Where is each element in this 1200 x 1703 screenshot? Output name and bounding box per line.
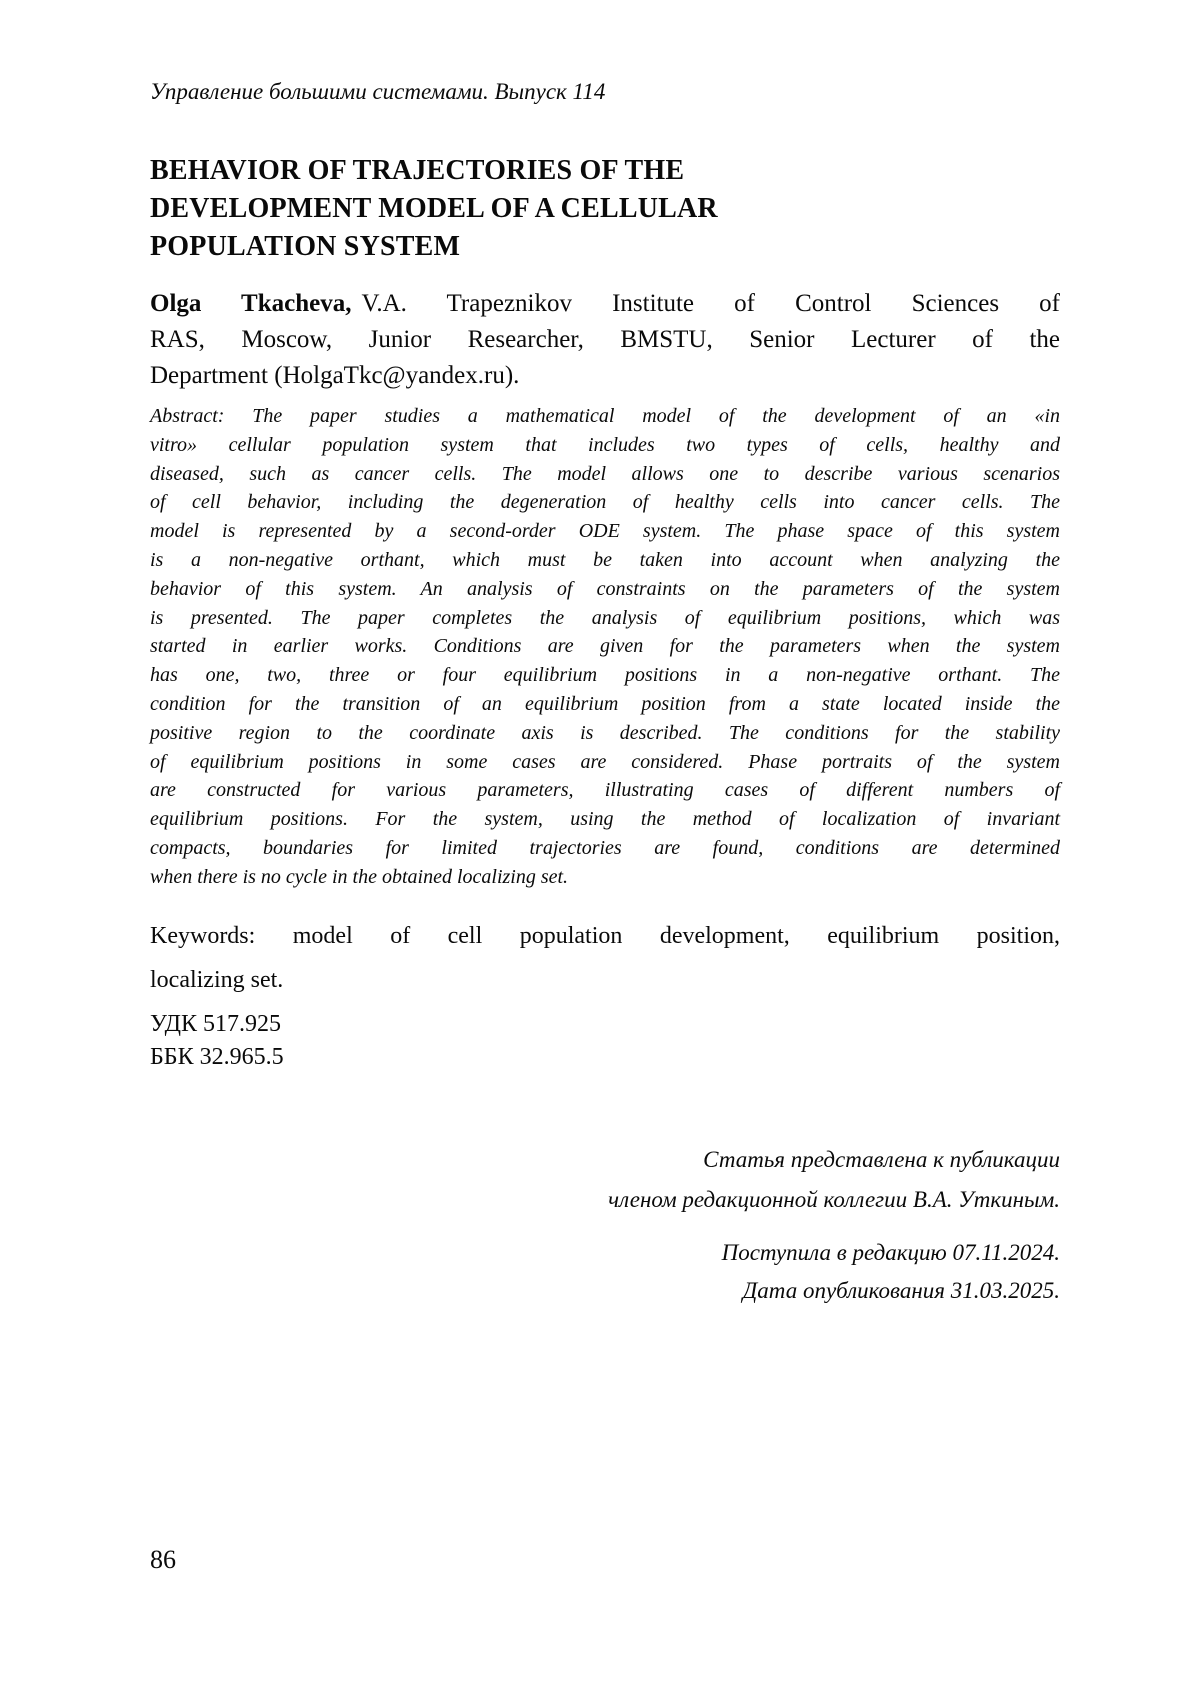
text-line: behavior of this system. An analysis of constraints on the parameters of the system — [150, 577, 1060, 600]
text-line: are constructed for various parameters, illustrating cases of different numbers of — [150, 779, 1060, 802]
text-line: condition for the transition of an equilibrium position from a state located inside the — [150, 692, 1060, 715]
text-line: BEHAVIOR OF TRAJECTORIES OF THE — [150, 155, 685, 186]
author-affiliation-start: V.A. Trapeznikov Institute of Control Sciences of — [361, 290, 1060, 317]
published-date: Дата опубликования 31.03.2025. — [742, 1277, 1060, 1303]
editorial-note — [150, 1140, 1060, 1220]
classification-codes — [150, 1008, 1060, 1074]
text-line: has one, two, three or four equilibrium positions in a non-negative orthant. The — [150, 664, 1060, 687]
author-block — [150, 286, 1060, 394]
author-name: Olga Tkacheva, — [150, 290, 352, 317]
text-line: Abstract: The paper studies a mathematical model of the development of an «in — [150, 405, 1060, 427]
text-line: model is represented by a second-order ODE system. The phase space of this system — [150, 520, 1060, 543]
editorial-note-line: Статья представлена к публикации — [703, 1146, 1060, 1172]
text-line: DEVELOPMENT MODEL OF A CELLULAR — [150, 193, 718, 224]
text-line: POPULATION SYSTEM — [150, 231, 461, 262]
abstract — [150, 402, 1060, 892]
text-line: started in earlier works. Conditions are given for the parameters when the system — [150, 635, 1060, 658]
keywords — [150, 914, 1060, 1002]
editorial-note-line: членом редакционной коллегии В.А. Уткиным. — [608, 1186, 1060, 1212]
text-line: of equilibrium positions in some cases are considered. Phase portraits of the system — [150, 750, 1060, 773]
text-line: is a non-negative orthant, which must be taken into account when analyzing the — [150, 548, 1060, 571]
udc-code: УДК 517.925 — [150, 1010, 281, 1037]
article-title — [150, 152, 1060, 266]
text-line: Keywords: model of cell population development, equilibrium position, — [150, 922, 1060, 949]
dates-block — [150, 1234, 1060, 1310]
text-line: positive region to the coordinate axis is described. The conditions for the stability — [150, 721, 1060, 744]
text-line: equilibrium positions. For the system, using the method of localization of invariant — [150, 808, 1060, 831]
received-date: Поступила в редакцию 07.11.2024. — [721, 1239, 1060, 1265]
page — [150, 78, 1060, 1310]
journal-header: Управление большими системами. Выпуск 114 — [150, 79, 606, 104]
text-line: is presented. The paper completes the analysis of equilibrium positions, which was — [150, 606, 1060, 629]
page-number: 86 — [150, 1545, 176, 1574]
author-affiliation-line: Department (HolgaTkc@yandex.ru). — [150, 362, 520, 389]
bbk-code: ББК 32.965.5 — [150, 1043, 284, 1070]
text-line: vitro» cellular population system that includes two types of cells, healthy and — [150, 433, 1060, 456]
text-line: diseased, such as cancer cells. The model allows one to describe various scenarios — [150, 462, 1060, 485]
text-line: localizing set. — [150, 966, 284, 993]
text-line: when there is no cycle in the obtained localizing set. — [150, 865, 569, 888]
text-line: compacts, boundaries for limited trajectories are found, conditions are determined — [150, 836, 1060, 859]
text-line: of cell behavior, including the degeneration of healthy cells into cancer cells. The — [150, 491, 1060, 514]
author-line — [150, 286, 1060, 322]
author-affiliation-line: RAS, Moscow, Junior Researcher, BMSTU, Senior Lecturer of the — [150, 326, 1060, 353]
